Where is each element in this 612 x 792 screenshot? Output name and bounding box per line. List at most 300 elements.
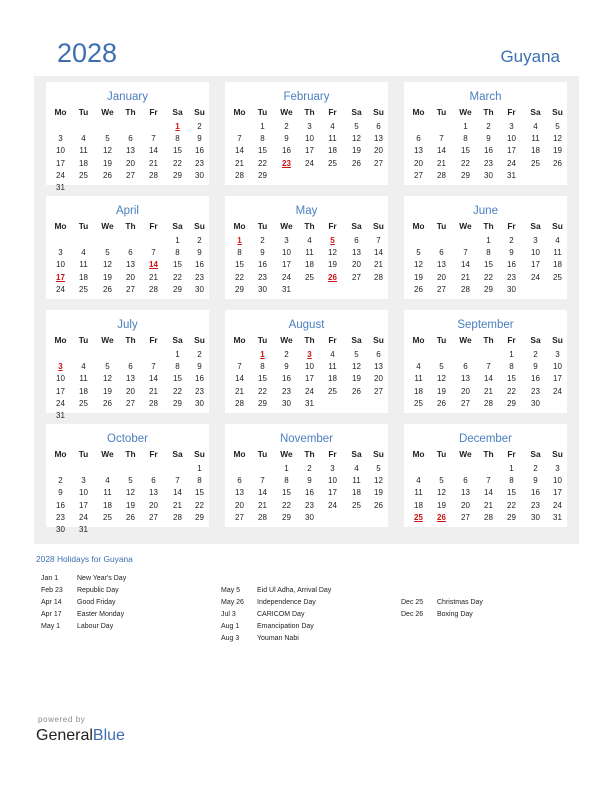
day-cell: 31 — [553, 512, 562, 522]
day-cell: 14 — [484, 374, 493, 384]
holiday-day: 23 — [282, 158, 291, 168]
day-cell: 11 — [531, 134, 540, 144]
weekday-label: Tu — [436, 449, 447, 459]
day-cell: 12 — [103, 146, 112, 156]
day-cell: 22 — [235, 272, 244, 282]
day-cell: 4 — [81, 362, 86, 372]
day-cell: 14 — [461, 260, 470, 270]
day-cell: 20 — [461, 386, 470, 396]
calendar-grid — [34, 76, 579, 544]
day-cell: 22 — [173, 158, 182, 168]
month-name: November — [279, 433, 334, 445]
weekday-label: Fr — [149, 107, 158, 117]
day-cell: 17 — [531, 260, 540, 270]
day-cell: 14 — [149, 146, 158, 156]
day-cell: 10 — [553, 362, 562, 372]
day-cell: 7 — [151, 362, 156, 372]
day-cell: 10 — [507, 134, 516, 144]
day-cell: 13 — [126, 374, 135, 384]
day-cell: 14 — [258, 488, 267, 498]
day-cell: 9 — [197, 248, 202, 258]
holiday-name: Good Friday — [77, 599, 116, 606]
weekday-label: Th — [483, 449, 494, 459]
day-cell: 2 — [260, 236, 265, 245]
day-cell: 29 — [282, 512, 291, 522]
day-cell: 17 — [282, 260, 291, 270]
weekday-label: Sa — [351, 335, 362, 345]
weekday-label: Su — [373, 335, 384, 345]
day-cell: 3 — [533, 236, 538, 245]
day-cell: 13 — [126, 146, 135, 156]
day-cell: 15 — [282, 488, 291, 498]
day-cell: 26 — [103, 284, 112, 294]
holiday-date: Aug 3 — [221, 635, 240, 642]
day-cell: 19 — [103, 272, 112, 282]
day-cell: 4 — [81, 134, 86, 144]
day-cell: 9 — [197, 362, 202, 372]
weekday-label: Su — [552, 107, 563, 117]
day-cell: 26 — [437, 398, 446, 408]
day-cell: 20 — [126, 272, 135, 282]
day-cell: 5 — [105, 362, 110, 372]
weekday-label: Mo — [54, 221, 67, 231]
day-cell: 17 — [56, 158, 65, 168]
day-cell: 24 — [56, 284, 65, 294]
day-cell: 15 — [195, 488, 204, 498]
weekday-label: Mo — [412, 107, 425, 117]
holiday-name: Eid Ul Adha, Arrival Day — [257, 587, 332, 594]
weekday-label: Tu — [257, 221, 268, 231]
day-cell: 18 — [328, 374, 337, 384]
weekday-label: Sa — [172, 335, 183, 345]
day-cell: 6 — [151, 476, 156, 486]
day-cell: 18 — [79, 158, 88, 168]
weekday-label: Th — [483, 221, 494, 231]
weekday-label: Mo — [233, 221, 246, 231]
day-cell: 10 — [56, 260, 65, 270]
day-cell: 26 — [103, 170, 112, 180]
day-cell: 15 — [258, 374, 267, 384]
day-cell: 29 — [195, 512, 204, 522]
day-cell: 23 — [56, 512, 65, 522]
day-cell: 8 — [260, 134, 265, 144]
day-cell: 7 — [486, 476, 491, 486]
day-cell: 3 — [284, 236, 289, 245]
day-cell: 19 — [103, 158, 112, 168]
month-november — [225, 424, 388, 527]
day-cell: 15 — [258, 146, 267, 156]
weekday-label: Sa — [351, 107, 362, 117]
holiday-day: 26 — [437, 512, 446, 522]
month-name: February — [283, 91, 330, 103]
holiday-day: 1 — [237, 236, 242, 245]
day-cell: 17 — [79, 500, 88, 510]
day-cell: 2 — [509, 236, 514, 245]
weekday-label: Fr — [328, 107, 337, 117]
day-cell: 22 — [507, 386, 516, 396]
day-cell: 29 — [461, 170, 470, 180]
day-cell: 22 — [484, 272, 493, 282]
day-cell: 11 — [352, 476, 361, 486]
day-cell: 29 — [507, 398, 516, 408]
day-cell: 10 — [56, 374, 65, 384]
day-cell: 2 — [58, 476, 63, 486]
weekday-label: Fr — [328, 221, 337, 231]
day-cell: 27 — [461, 398, 470, 408]
day-cell: 13 — [126, 260, 135, 270]
day-cell: 3 — [81, 476, 86, 486]
day-cell: 10 — [305, 362, 314, 372]
year-title: 2028 — [57, 38, 118, 68]
day-cell: 21 — [374, 260, 383, 270]
day-cell: 19 — [352, 374, 361, 384]
weekday-label: We — [280, 335, 293, 345]
day-cell: 12 — [328, 248, 337, 258]
day-cell: 15 — [484, 260, 493, 270]
day-cell: 20 — [126, 386, 135, 396]
day-cell: 11 — [103, 488, 112, 498]
day-cell: 25 — [79, 284, 88, 294]
day-cell: 4 — [330, 122, 335, 131]
holiday-name: Labour Day — [77, 623, 114, 630]
month-june — [404, 196, 567, 299]
day-cell: 10 — [553, 476, 562, 486]
holiday-date: Jan 1 — [41, 575, 59, 582]
day-cell: 20 — [374, 374, 383, 384]
day-cell: 14 — [437, 146, 446, 156]
day-cell: 26 — [374, 500, 383, 510]
day-cell: 2 — [284, 350, 289, 359]
weekday-label: Fr — [328, 449, 337, 459]
day-cell: 26 — [414, 284, 423, 294]
day-cell: 8 — [175, 248, 180, 258]
month-september — [404, 310, 567, 413]
day-cell: 5 — [416, 248, 421, 258]
day-cell: 9 — [533, 362, 538, 372]
month-february — [225, 82, 388, 185]
day-cell: 20 — [149, 500, 158, 510]
day-cell: 29 — [173, 170, 182, 180]
weekday-label: Tu — [257, 335, 268, 345]
day-cell: 28 — [235, 398, 244, 408]
day-cell: 23 — [282, 386, 291, 396]
day-cell: 6 — [463, 476, 468, 486]
day-cell: 18 — [553, 260, 562, 270]
weekday-label: We — [280, 449, 293, 459]
day-cell: 12 — [437, 488, 446, 498]
day-cell: 11 — [414, 488, 423, 498]
day-cell: 13 — [414, 146, 423, 156]
day-cell: 2 — [533, 464, 538, 473]
day-cell: 28 — [149, 398, 158, 408]
day-cell: 25 — [328, 386, 337, 396]
weekday-label: Su — [373, 221, 384, 231]
day-cell: 12 — [126, 488, 135, 498]
day-cell: 26 — [103, 398, 112, 408]
weekday-label: Mo — [412, 449, 425, 459]
day-cell: 28 — [437, 170, 446, 180]
holiday-date: May 26 — [221, 599, 244, 606]
day-cell: 13 — [235, 488, 244, 498]
weekday-label: Su — [194, 335, 205, 345]
weekday-label: Fr — [507, 221, 516, 231]
weekday-label: Sa — [351, 449, 362, 459]
day-cell: 27 — [374, 386, 383, 396]
weekday-label: Th — [125, 221, 136, 231]
day-cell: 1 — [175, 236, 180, 245]
weekday-label: Su — [194, 107, 205, 117]
holiday-day: 1 — [175, 122, 180, 131]
day-cell: 23 — [258, 272, 267, 282]
day-cell: 24 — [553, 386, 562, 396]
day-cell: 8 — [175, 362, 180, 372]
weekday-label: Sa — [530, 335, 541, 345]
day-cell: 21 — [235, 386, 244, 396]
day-cell: 6 — [439, 248, 444, 258]
weekday-label: Tu — [436, 221, 447, 231]
weekday-label: Th — [304, 107, 315, 117]
holiday-name: Youman Nabi — [257, 635, 299, 642]
day-cell: 2 — [307, 464, 312, 473]
day-cell: 27 — [126, 170, 135, 180]
month-name: April — [115, 205, 139, 217]
day-cell: 15 — [173, 260, 182, 270]
day-cell: 15 — [507, 488, 516, 498]
day-cell: 27 — [126, 284, 135, 294]
weekday-label: Su — [552, 449, 563, 459]
day-cell: 13 — [461, 488, 470, 498]
day-cell: 26 — [126, 512, 135, 522]
day-cell: 14 — [374, 248, 383, 258]
holiday-date: Aug 1 — [221, 623, 240, 630]
weekday-label: We — [459, 449, 472, 459]
day-cell: 24 — [531, 272, 540, 282]
weekday-label: We — [459, 221, 472, 231]
day-cell: 23 — [531, 500, 540, 510]
day-cell: 29 — [173, 398, 182, 408]
month-april — [46, 196, 209, 299]
day-cell: 11 — [79, 146, 88, 156]
weekday-label: We — [101, 449, 114, 459]
day-cell: 30 — [56, 525, 65, 534]
day-cell: 16 — [56, 500, 65, 510]
day-cell: 25 — [79, 170, 88, 180]
country-title: Guyana — [500, 47, 560, 66]
day-cell: 8 — [284, 476, 289, 486]
day-cell: 27 — [461, 512, 470, 522]
day-cell: 24 — [305, 158, 314, 168]
day-cell: 30 — [531, 398, 540, 408]
month-name: December — [458, 433, 513, 445]
day-cell: 30 — [531, 512, 540, 522]
weekday-label: Fr — [507, 107, 516, 117]
weekday-label: Tu — [436, 335, 447, 345]
month-october — [46, 424, 209, 534]
day-cell: 18 — [103, 500, 112, 510]
day-cell: 8 — [463, 134, 468, 144]
weekday-label: Th — [125, 107, 136, 117]
day-cell: 30 — [195, 170, 204, 180]
day-cell: 29 — [258, 398, 267, 408]
day-cell: 19 — [103, 386, 112, 396]
day-cell: 29 — [173, 284, 182, 294]
weekday-label: Mo — [412, 221, 425, 231]
day-cell: 16 — [282, 374, 291, 384]
month-name: July — [117, 319, 138, 331]
day-cell: 16 — [484, 146, 493, 156]
day-cell: 21 — [149, 386, 158, 396]
day-cell: 7 — [376, 236, 381, 245]
day-cell: 3 — [555, 464, 560, 473]
day-cell: 20 — [437, 272, 446, 282]
day-cell: 13 — [149, 488, 158, 498]
weekday-label: We — [459, 107, 472, 117]
day-cell: 24 — [305, 386, 314, 396]
day-cell: 7 — [151, 134, 156, 144]
day-cell: 10 — [56, 146, 65, 156]
day-cell: 28 — [149, 284, 158, 294]
weekday-label: Su — [552, 335, 563, 345]
weekday-label: Th — [304, 335, 315, 345]
holiday-date: May 1 — [41, 623, 61, 630]
holiday-date: Apr 14 — [41, 599, 62, 606]
day-cell: 30 — [195, 284, 204, 294]
day-cell: 7 — [486, 362, 491, 372]
day-cell: 10 — [305, 134, 314, 144]
day-cell: 31 — [282, 284, 291, 294]
day-cell: 17 — [305, 374, 314, 384]
weekday-label: Tu — [78, 449, 89, 459]
day-cell: 30 — [305, 512, 314, 522]
day-cell: 6 — [416, 134, 421, 144]
day-cell: 27 — [414, 170, 423, 180]
day-cell: 23 — [195, 386, 204, 396]
holiday-date: May 5 — [221, 587, 241, 594]
day-cell: 20 — [414, 158, 423, 168]
weekday-label: Fr — [507, 335, 516, 345]
day-cell: 1 — [509, 350, 514, 359]
day-cell: 19 — [553, 146, 562, 156]
day-cell: 22 — [195, 500, 204, 510]
holiday-name: CARICOM Day — [257, 611, 305, 618]
day-cell: 29 — [484, 284, 493, 294]
day-cell: 30 — [195, 398, 204, 408]
month-may — [225, 196, 388, 299]
day-cell: 1 — [197, 464, 202, 473]
day-cell: 15 — [173, 374, 182, 384]
weekday-label: We — [459, 335, 472, 345]
day-cell: 21 — [484, 500, 493, 510]
day-cell: 11 — [553, 248, 562, 258]
day-cell: 6 — [237, 476, 242, 486]
day-cell: 24 — [56, 398, 65, 408]
weekday-label: Th — [304, 221, 315, 231]
day-cell: 27 — [235, 512, 244, 522]
day-cell: 9 — [284, 362, 289, 372]
day-cell: 14 — [484, 488, 493, 498]
day-cell: 5 — [555, 122, 560, 131]
holiday-name: New Year's Day — [77, 575, 127, 582]
day-cell: 19 — [374, 488, 383, 498]
day-cell: 12 — [103, 374, 112, 384]
weekday-label: Tu — [78, 335, 89, 345]
day-cell: 17 — [305, 146, 314, 156]
holiday-date: Jul 3 — [221, 611, 236, 618]
day-cell: 24 — [507, 158, 516, 168]
holiday-name: Christmas Day — [437, 599, 483, 606]
weekday-label: Tu — [257, 107, 268, 117]
day-cell: 18 — [305, 260, 314, 270]
month-name: January — [107, 91, 148, 103]
weekday-label: Mo — [54, 107, 67, 117]
day-cell: 8 — [197, 476, 202, 486]
day-cell: 19 — [352, 146, 361, 156]
month-august — [225, 310, 388, 413]
weekday-label: Tu — [78, 107, 89, 117]
day-cell: 16 — [531, 374, 540, 384]
day-cell: 19 — [414, 272, 423, 282]
day-cell: 6 — [376, 350, 381, 359]
day-cell: 2 — [197, 350, 202, 359]
day-cell: 4 — [555, 236, 560, 245]
day-cell: 31 — [305, 398, 314, 408]
day-cell: 26 — [352, 386, 361, 396]
holiday-day: 1 — [260, 350, 265, 359]
holiday-name: Easter Monday — [77, 611, 125, 618]
day-cell: 7 — [463, 248, 468, 258]
day-cell: 25 — [553, 272, 562, 282]
powered-by-text: powered by — [38, 715, 86, 724]
day-cell: 6 — [128, 248, 133, 258]
day-cell: 28 — [484, 398, 493, 408]
holiday-day: 26 — [328, 272, 337, 282]
month-name: March — [469, 91, 502, 103]
day-cell: 2 — [533, 350, 538, 359]
day-cell: 18 — [79, 272, 88, 282]
day-cell: 11 — [79, 374, 88, 384]
weekday-label: Mo — [233, 449, 246, 459]
weekday-label: Th — [125, 335, 136, 345]
day-cell: 9 — [509, 248, 514, 258]
day-cell: 7 — [175, 476, 180, 486]
weekday-label: Su — [194, 221, 205, 231]
weekday-label: Th — [304, 449, 315, 459]
day-cell: 22 — [258, 158, 267, 168]
day-cell: 7 — [439, 134, 444, 144]
holiday-day: 5 — [330, 236, 335, 245]
day-cell: 13 — [352, 248, 361, 258]
day-cell: 3 — [330, 464, 335, 473]
day-cell: 6 — [376, 122, 381, 131]
day-cell: 25 — [414, 398, 423, 408]
weekday-label: Sa — [172, 107, 183, 117]
day-cell: 8 — [175, 134, 180, 144]
day-cell: 27 — [374, 158, 383, 168]
day-cell: 18 — [79, 386, 88, 396]
day-cell: 27 — [437, 284, 446, 294]
day-cell: 3 — [58, 248, 63, 258]
day-cell: 21 — [258, 500, 267, 510]
day-cell: 4 — [416, 476, 421, 486]
day-cell: 16 — [195, 260, 204, 270]
weekday-label: Sa — [172, 449, 183, 459]
day-cell: 22 — [282, 500, 291, 510]
day-cell: 25 — [531, 158, 540, 168]
day-cell: 18 — [414, 500, 423, 510]
day-cell: 9 — [533, 476, 538, 486]
day-cell: 16 — [305, 488, 314, 498]
day-cell: 28 — [461, 284, 470, 294]
